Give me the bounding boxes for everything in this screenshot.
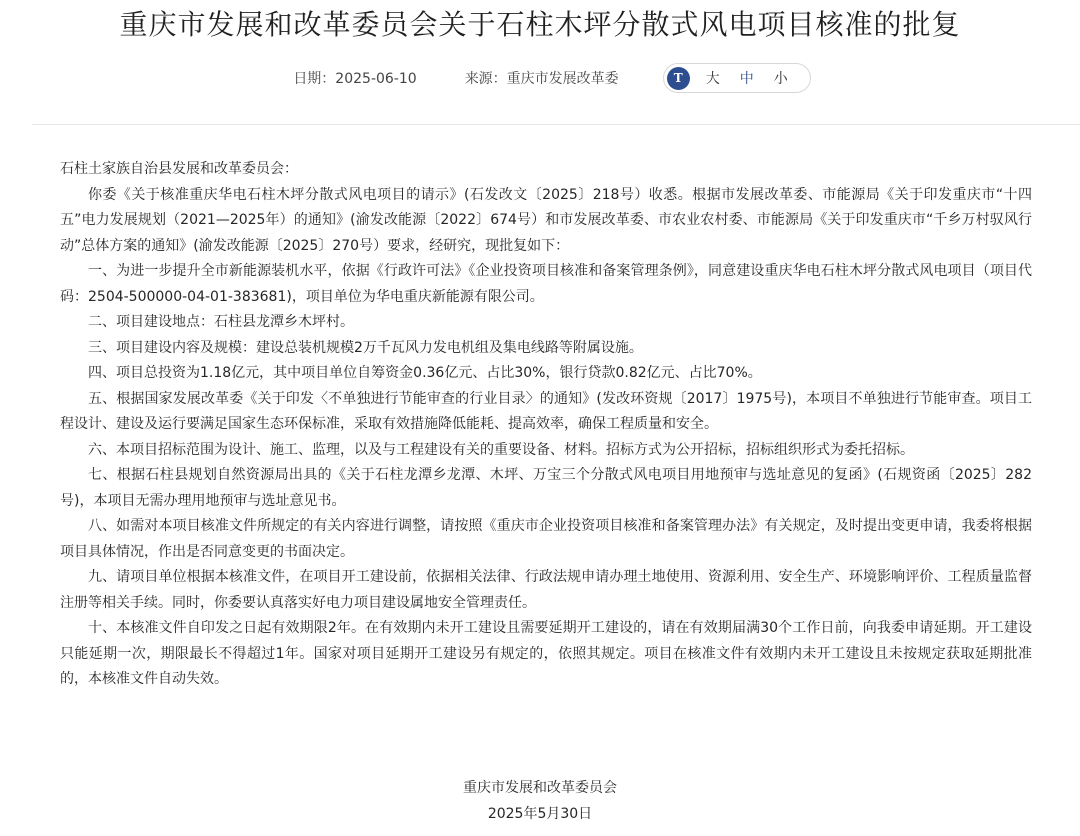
article-meta [0,62,1080,94]
paragraph-5: 五、根据国家发展改革委《关于印发〈不单独进行节能审查的行业目录〉的通知》(发改环资规〔2017〕1975号)，本项目不单独进行节能审查。项目工程设计、建设及运行要满足国家生态环保标准，采取有效措施降低能耗、提高效率，确保工程质量和安全。 [60,390,1032,432]
font-size-large-button[interactable]: 大 [705,71,720,87]
font-size-small-button[interactable]: 小 [773,71,788,87]
font-size-icon: T [667,67,690,90]
salutation: 石柱土家族自治县发展和改革委员会： [60,161,298,177]
publish-date: 日期：2025-06-10 [293,71,417,87]
font-size-medium-button[interactable]: 中 [739,71,754,87]
paragraph-3: 三、项目建设内容及规模：建设总装机规模2万千瓦风力发电机组及集电线路等附属设施。 [88,339,643,356]
article-body [60,157,1032,693]
page-title: 重庆市发展和改革委员会关于石柱木坪分散式风电项目核准的批复 [119,8,961,41]
paragraph-10: 十、本核准文件自印发之日起有效期限2年。在有效期内未开工建设且需要延期开工建设的，请在有效期届满30个工作日前，向我委申请延期。开工建设只能延期一次，期限最长不得超过1年。国家对项目延期开工建设另有规定的，依照其规定。项目在核准文件有效期内未开工建设且未按规定获取延期批准的，本核准文件自动失效。 [60,620,1032,687]
header-divider [32,124,1080,125]
paragraph-8: 八、如需对本项目核准文件所规定的有关内容进行调整，请按照《重庆市企业投资项目核准和备案管理办法》有关规定，及时提出变更申请，我委将根据项目具体情况，作出是否同意变更的书面决定。 [60,518,1032,560]
signature-date: 2025年5月30日 [487,806,593,822]
paragraph-intro: 你委《关于核准重庆华电石柱木坪分散式风电项目的请示》(石发改文〔2025〕218号）收悉。根据市发展改革委、市能源局《关于印发重庆市“十四五”电力发展规划（2021—2025年）的通知》(渝发改能源〔2022〕674号）和市发展改革委、市农业农村委、市能源局《关于印发重庆市“千乡万村驭风行动”总体方案的通知》(渝发改能源〔2025〕270号）要求，经研究，现批复如下： [60,186,1032,254]
font-size-control [663,63,811,93]
signature-org: 重庆市发展和改革委员会 [463,780,617,796]
paragraph-2: 二、项目建设地点：石柱县龙潭乡木坪村。 [88,314,354,330]
paragraph-9: 九、请项目单位根据本核准文件，在项目开工建设前，依据相关法律、行政法规申请办理土地使用、资源利用、安全生产、环境影响评价、工程质量监督注册等相关手续。同时，你委要认真落实好电力项目建设属地安全管理责任。 [60,569,1032,611]
paragraph-7: 七、根据石柱县规划自然资源局出具的《关于石柱龙潭乡龙潭、木坪、万宝三个分散式风电项目用地预审与选址意见的复函》(石规资函〔2025〕282号)，本项目无需办理用地预审与选址意见书。 [60,467,1032,509]
paragraph-6: 六、本项目招标范围为设计、施工、监理，以及与工程建设有关的重要设备、材料。招标方式为公开招标，招标组织形式为委托招标。 [88,441,914,458]
publish-source: 来源：重庆市发展改革委 [464,71,619,87]
paragraph-4: 四、项目总投资为1.18亿元，其中项目单位自筹资金0.36亿元、占比30%，银行贷款0.82亿元、占比70%。 [88,365,762,381]
paragraph-1: 一、为进一步提升全市新能源装机水平，依据《行政许可法》《企业投资项目核准和备案管理条例》，同意建设重庆华电石柱木坪分散式风电项目（项目代码：2504-500000-04-01-383681)，项目单位为华电重庆新能源有限公司。 [60,263,1032,305]
